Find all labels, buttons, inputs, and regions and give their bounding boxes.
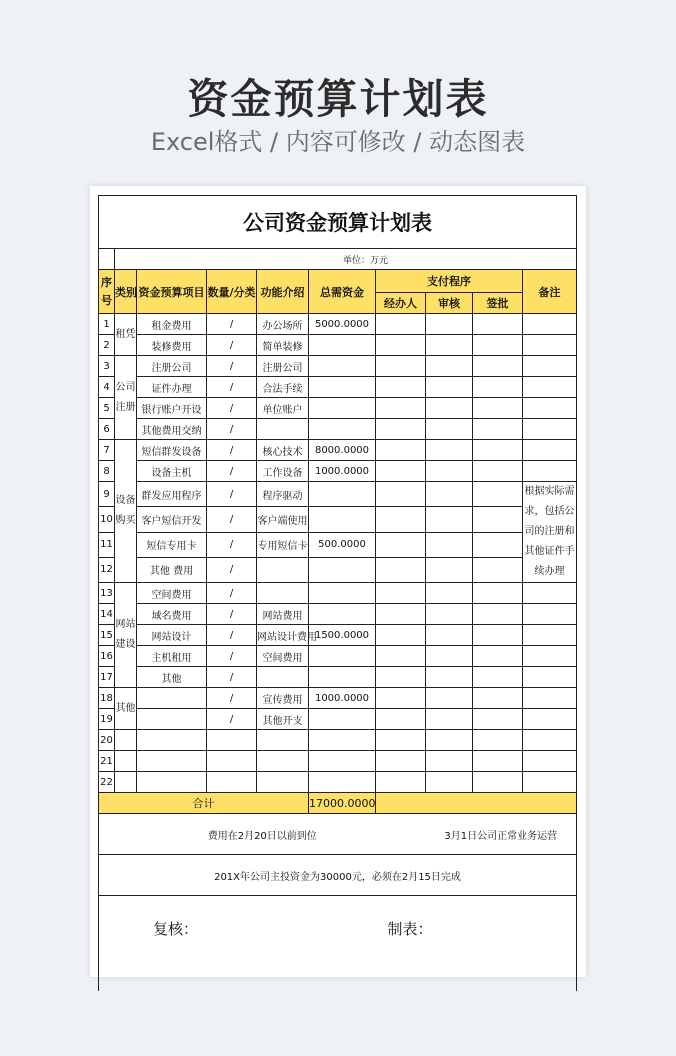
row-qty: / <box>207 646 257 667</box>
row-total <box>309 335 376 356</box>
row-qty: / <box>207 532 257 557</box>
row-item: 其他 费用 <box>137 557 207 582</box>
category-cell: 设备购买 <box>115 440 137 583</box>
row-func: 工作设备 <box>257 461 309 482</box>
header-function: 功能介绍 <box>257 270 309 314</box>
row-no: 9 <box>99 482 115 507</box>
row-item: 网站设计 <box>137 625 207 646</box>
row-func: 其他开支 <box>257 709 309 730</box>
maker-label: 制表： <box>376 896 577 992</box>
row-item <box>137 772 207 793</box>
row-qty: / <box>207 557 257 582</box>
row-item: 证件办理 <box>137 377 207 398</box>
row-total <box>309 507 376 532</box>
row-item <box>137 751 207 772</box>
row-func <box>257 667 309 688</box>
row-total: 1000.0000 <box>309 688 376 709</box>
row-total: 500.0000 <box>309 532 376 557</box>
row-qty: / <box>207 482 257 507</box>
row-total <box>309 557 376 582</box>
header-review: 审核 <box>426 293 473 314</box>
row-qty: / <box>207 507 257 532</box>
row-func: 专用短信卡 <box>257 532 309 557</box>
header-payment: 支付程序 <box>376 270 523 293</box>
row-item: 空间费用 <box>137 583 207 604</box>
info-funding-deadline: 费用在2月20日以前到位 <box>99 814 426 855</box>
row-item: 其他费用交纳 <box>137 419 207 440</box>
row-qty <box>207 772 257 793</box>
row-item: 客户短信开发 <box>137 507 207 532</box>
row-total: 1500.0000 <box>309 625 376 646</box>
row-no: 1 <box>99 314 115 335</box>
row-item <box>137 688 207 709</box>
row-item: 主机租用 <box>137 646 207 667</box>
header-total: 总需资金 <box>309 270 376 314</box>
header-remark: 备注 <box>523 270 577 314</box>
row-item: 设备主机 <box>137 461 207 482</box>
row-total: 8000.0000 <box>309 440 376 461</box>
row-func <box>257 583 309 604</box>
row-func <box>257 730 309 751</box>
row-func: 网站费用 <box>257 604 309 625</box>
row-total <box>309 730 376 751</box>
row-total <box>309 709 376 730</box>
row-qty: / <box>207 377 257 398</box>
row-item: 其他 <box>137 667 207 688</box>
row-no: 8 <box>99 461 115 482</box>
row-total <box>309 646 376 667</box>
sum-value: 17000.0000 <box>309 793 376 814</box>
row-no: 14 <box>99 604 115 625</box>
row-no: 10 <box>99 507 115 532</box>
row-item <box>137 730 207 751</box>
row-qty: / <box>207 625 257 646</box>
row-total <box>309 398 376 419</box>
row-total <box>309 772 376 793</box>
row-func <box>257 419 309 440</box>
row-total <box>309 482 376 507</box>
row-no: 16 <box>99 646 115 667</box>
row-item: 群发应用程序 <box>137 482 207 507</box>
row-item: 注册公司 <box>137 356 207 377</box>
row-total: 5000.0000 <box>309 314 376 335</box>
row-func: 网站设计费用 <box>257 625 309 646</box>
row-no: 20 <box>99 730 115 751</box>
row-no: 17 <box>99 667 115 688</box>
row-func <box>257 557 309 582</box>
row-item: 银行账户开设 <box>137 398 207 419</box>
row-no: 21 <box>99 751 115 772</box>
header-qty: 数量/分类 <box>207 270 257 314</box>
row-qty: / <box>207 583 257 604</box>
row-qty: / <box>207 398 257 419</box>
header-approve: 签批 <box>473 293 523 314</box>
category-cell: 公司注册 <box>115 356 137 440</box>
category-cell: 网站建设 <box>115 583 137 688</box>
row-qty: / <box>207 461 257 482</box>
row-qty: / <box>207 604 257 625</box>
row-qty <box>207 751 257 772</box>
header-category: 类别 <box>115 270 137 314</box>
category-cell: 租凭 <box>115 314 137 356</box>
row-func: 空间费用 <box>257 646 309 667</box>
row-func: 注册公司 <box>257 356 309 377</box>
row-item <box>137 709 207 730</box>
row-no: 19 <box>99 709 115 730</box>
row-no: 15 <box>99 625 115 646</box>
row-total <box>309 667 376 688</box>
header-handler: 经办人 <box>376 293 426 314</box>
row-qty: / <box>207 419 257 440</box>
row-total <box>309 604 376 625</box>
row-total <box>309 419 376 440</box>
info-investment-note: 201X年公司主投资金为30000元，必须在2月15日完成 <box>99 855 577 896</box>
row-func: 办公场所 <box>257 314 309 335</box>
row-qty: / <box>207 440 257 461</box>
info-operation-start: 3月1日公司正常业务运营 <box>426 814 577 855</box>
review-label: 复核： <box>99 896 376 992</box>
unit-label: 单位：万元 <box>115 249 577 270</box>
sum-label: 合计 <box>99 793 309 814</box>
row-func: 核心技术 <box>257 440 309 461</box>
row-no: 4 <box>99 377 115 398</box>
row-item: 短信专用卡 <box>137 532 207 557</box>
row-total: 1000.0000 <box>309 461 376 482</box>
page-subtitle: Excel格式 / 内容可修改 / 动态图表 <box>150 128 526 156</box>
row-func: 程序驱动 <box>257 482 309 507</box>
remark-note: 根据实际需求，包括公司的注册和其他证件手续办理 <box>523 482 577 583</box>
row-total <box>309 583 376 604</box>
row-func: 单位账户 <box>257 398 309 419</box>
row-func: 宣传费用 <box>257 688 309 709</box>
row-func <box>257 772 309 793</box>
row-item: 装修费用 <box>137 335 207 356</box>
row-no: 2 <box>99 335 115 356</box>
budget-table <box>98 195 577 991</box>
row-item: 租金费用 <box>137 314 207 335</box>
sheet-title: 公司资金预算计划表 <box>99 196 577 249</box>
row-no: 22 <box>99 772 115 793</box>
row-no: 5 <box>99 398 115 419</box>
row-qty: / <box>207 667 257 688</box>
row-no: 13 <box>99 583 115 604</box>
row-no: 7 <box>99 440 115 461</box>
row-item: 短信群发设备 <box>137 440 207 461</box>
row-func: 客户端使用 <box>257 507 309 532</box>
row-no: 3 <box>99 356 115 377</box>
row-total <box>309 356 376 377</box>
row-func: 合法手续 <box>257 377 309 398</box>
row-no: 6 <box>99 419 115 440</box>
row-qty <box>207 730 257 751</box>
row-item: 域名费用 <box>137 604 207 625</box>
row-func <box>257 751 309 772</box>
header-seq: 序号 <box>99 270 115 314</box>
row-total <box>309 751 376 772</box>
row-qty: / <box>207 335 257 356</box>
row-total <box>309 377 376 398</box>
row-no: 12 <box>99 557 115 582</box>
header-item: 资金预算项目 <box>137 270 207 314</box>
row-no: 11 <box>99 532 115 557</box>
row-qty: / <box>207 314 257 335</box>
row-qty: / <box>207 356 257 377</box>
row-no: 18 <box>99 688 115 709</box>
page-title: 资金预算计划表 <box>187 75 489 123</box>
row-qty: / <box>207 688 257 709</box>
row-func: 简单装修 <box>257 335 309 356</box>
row-qty: / <box>207 709 257 730</box>
category-cell: 其他 <box>115 688 137 730</box>
